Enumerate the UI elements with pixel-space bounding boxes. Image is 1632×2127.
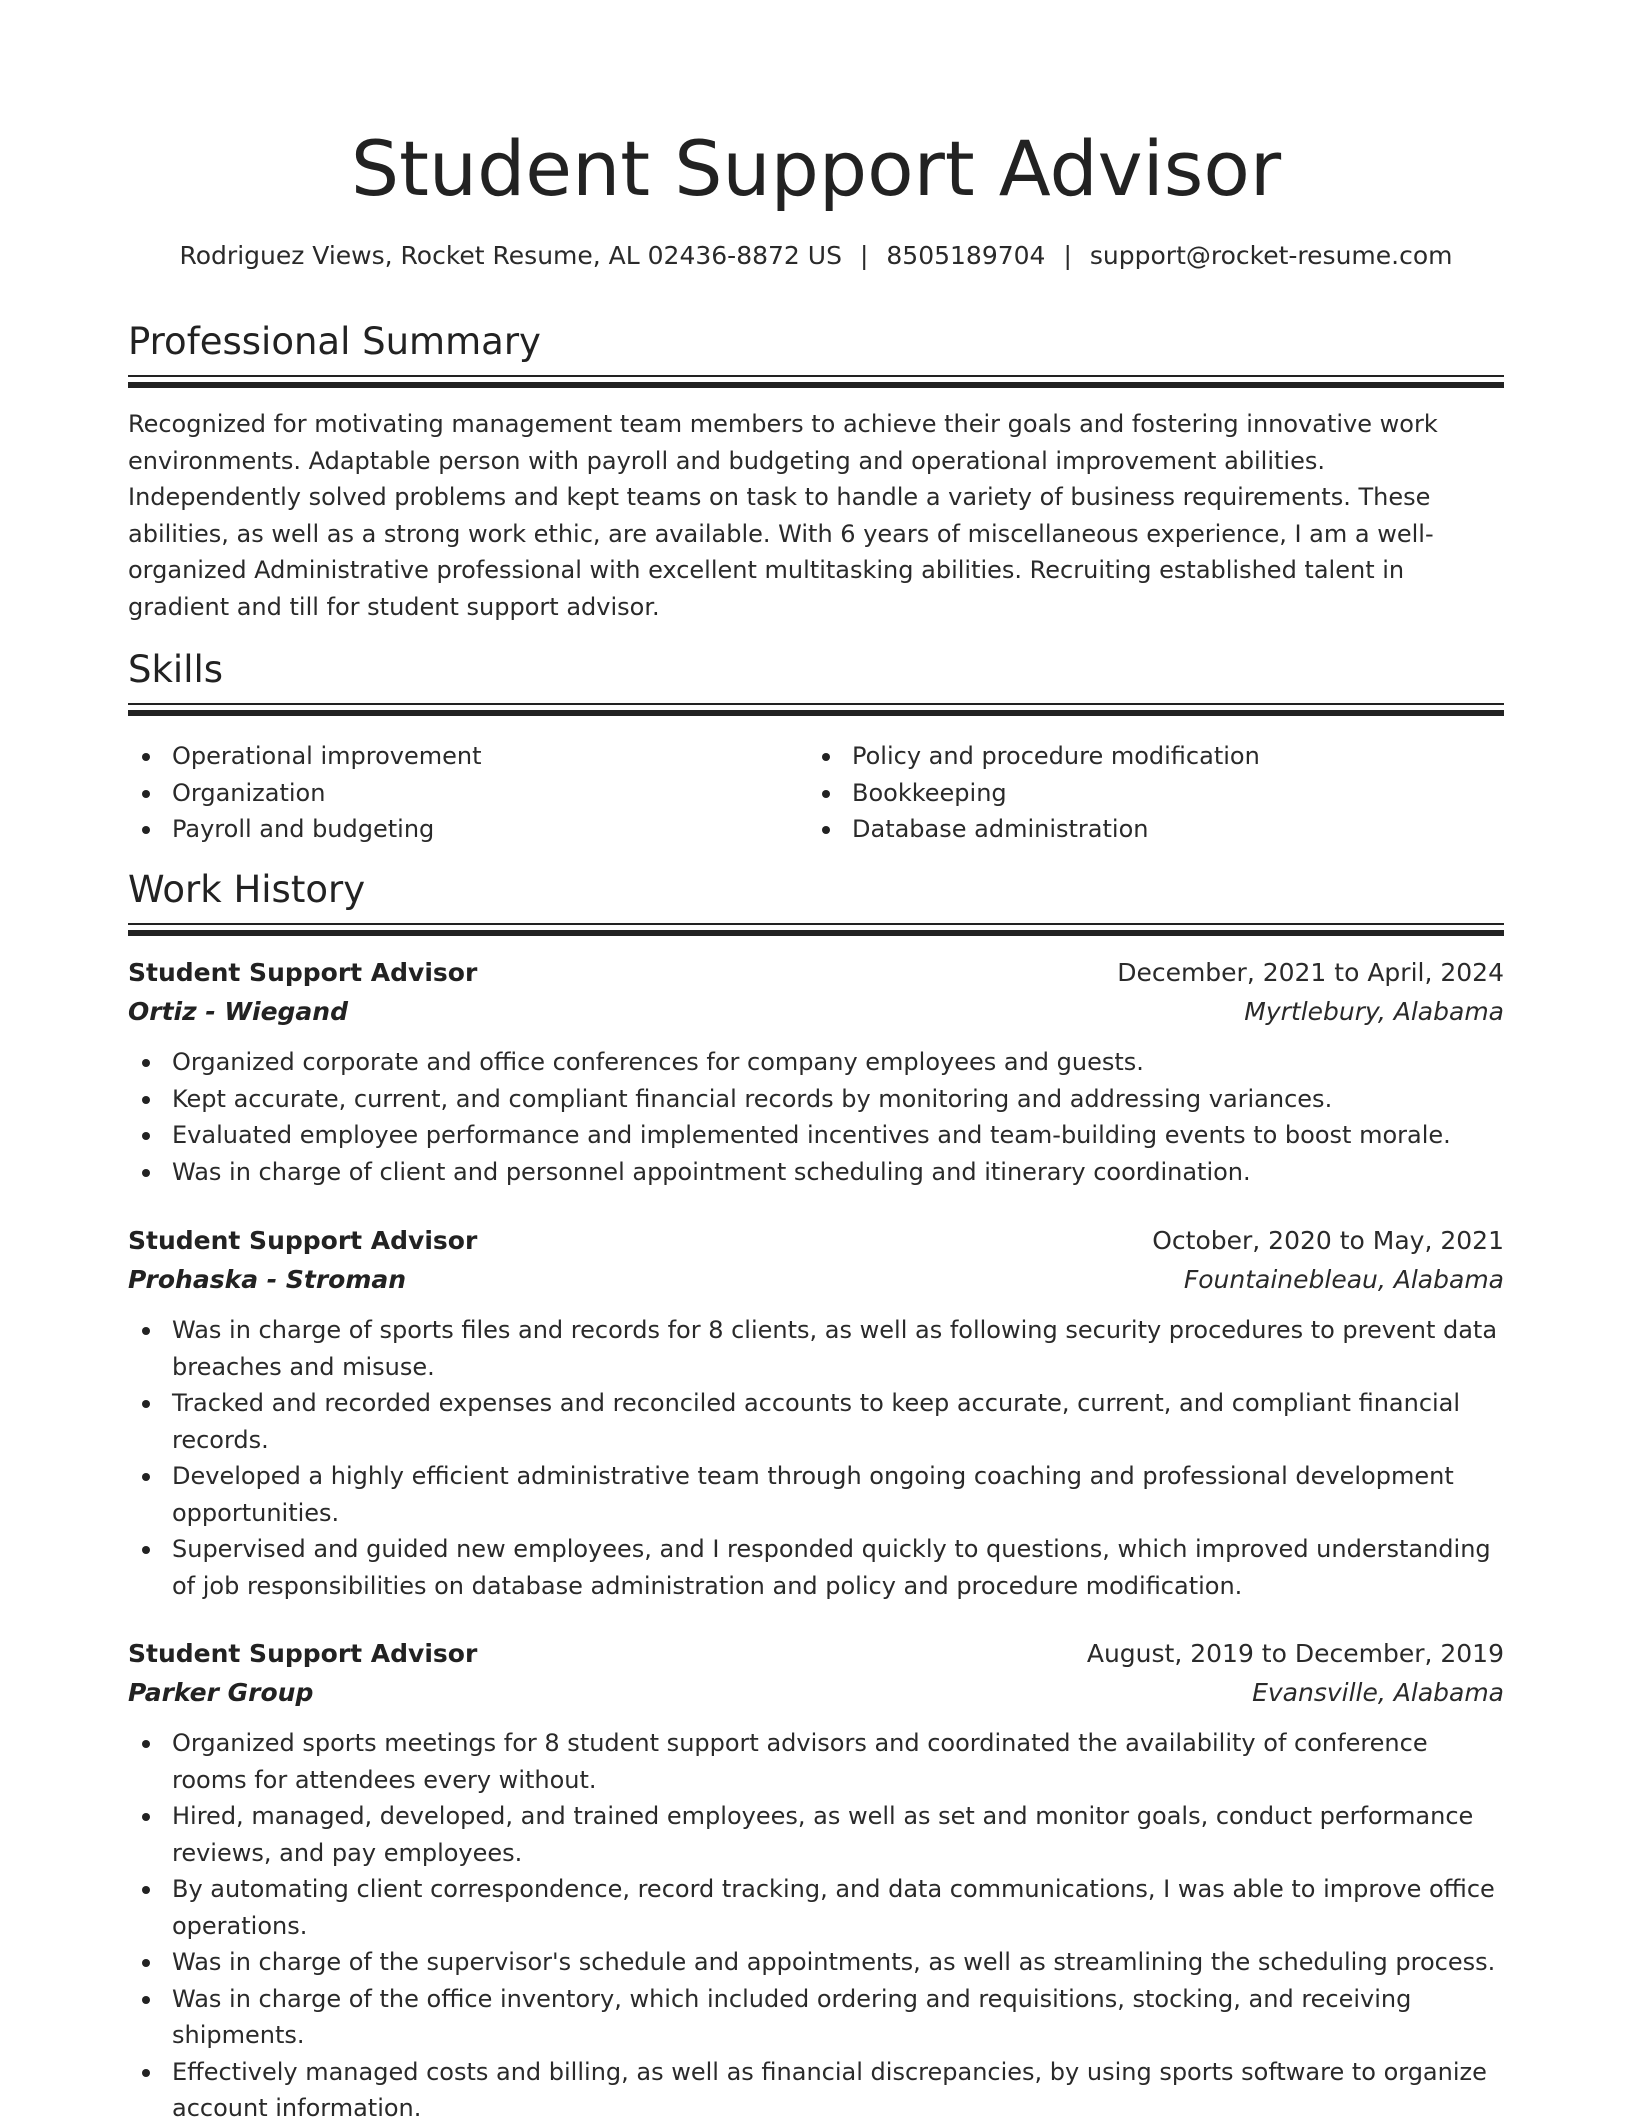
- job-entry: [128, 954, 1504, 1190]
- section-title-summary: Professional Summary: [128, 320, 541, 363]
- job-company: Prohaska - Stroman: [128, 1265, 407, 1294]
- resume-name: Student Support Advisor: [350, 124, 1282, 213]
- job-duties: [128, 1312, 1504, 1604]
- job-entry: [128, 1222, 1504, 1604]
- skill-item: Policy and procedure modification: [808, 738, 1488, 775]
- job-company: Ortiz - Wiegand: [128, 997, 348, 1026]
- job-duty: Was in charge of client and personnel appointment scheduling and itinerary coordination.: [128, 1154, 1504, 1191]
- contact-phone: 8505189704: [886, 241, 1046, 270]
- section-divider: [128, 703, 1504, 715]
- skill-item: Payroll and budgeting: [128, 811, 808, 848]
- skills-column-right: [808, 738, 1488, 848]
- job-entry: [128, 1635, 1504, 2127]
- job-duty: Kept accurate, current, and compliant financial records by monitoring and addressing variances.: [128, 1081, 1504, 1118]
- summary-text: Recognized for motivating management team members to achieve their goals and fostering innovative work environments. Adaptable person with payroll and budgeting and operational improvement abilities. Independently solved problems and kept teams on task to handle a variety of business requirements. These abilities, as well as a strong work ethic, are available. With 6 years of miscellaneous experience, I am a well-organized Administrative professional with excellent multitasking abilities. Recruiting established talent in gradient and till for student support advisor.: [128, 410, 1438, 621]
- contact-line: [128, 238, 1504, 274]
- job-duties: [128, 1044, 1504, 1190]
- job-duty: Organized sports meetings for 8 student support advisors and coordinated the availability of conference rooms for attendees every without.: [128, 1725, 1504, 1798]
- skills-column-left: [128, 738, 808, 848]
- job-duty: Was in charge of sports files and records for 8 clients, as well as following security procedures to prevent data breaches and misuse.: [128, 1312, 1504, 1385]
- job-duty: Developed a highly efficient administrative team through ongoing coaching and professional development opportunities.: [128, 1458, 1504, 1531]
- job-title: Student Support Advisor: [128, 1226, 478, 1255]
- skills-list: [128, 738, 1504, 848]
- job-duty: By automating client correspondence, record tracking, and data communications, I was able to improve office operations.: [128, 1871, 1504, 1944]
- contact-address: Rodriguez Views, Rocket Resume, AL 02436-8872 US: [179, 241, 842, 270]
- skill-item: Operational improvement: [128, 738, 808, 775]
- contact-separator: |: [859, 241, 869, 270]
- job-duty: Supervised and guided new employees, and I responded quickly to questions, which improved understanding of job responsibilities on database administration and policy and procedure modification.: [128, 1531, 1504, 1604]
- section-title-work-history: Work History: [128, 868, 366, 911]
- contact-email: support@rocket-resume.com: [1089, 241, 1453, 270]
- section-divider: [128, 375, 1504, 387]
- job-company: Parker Group: [128, 1678, 314, 1707]
- job-dates: December, 2021 to April, 2024: [1117, 958, 1504, 987]
- job-duties: [128, 1725, 1504, 2127]
- job-title: Student Support Advisor: [128, 1639, 478, 1668]
- contact-separator: |: [1063, 241, 1072, 270]
- job-duty: Was in charge of the office inventory, which included ordering and requisitions, stocking, and receiving shipments.: [128, 1981, 1504, 2054]
- job-title: Student Support Advisor: [128, 958, 478, 987]
- job-dates: October, 2020 to May, 2021: [1152, 1226, 1504, 1255]
- skill-item: Database administration: [808, 811, 1488, 848]
- job-duty: Organized corporate and office conferences for company employees and guests.: [128, 1044, 1504, 1081]
- skill-item: Organization: [128, 775, 808, 812]
- job-dates: August, 2019 to December, 2019: [1086, 1639, 1504, 1668]
- section-divider: [128, 923, 1504, 935]
- section-title-skills: Skills: [128, 648, 224, 691]
- job-duty: Tracked and recorded expenses and reconciled accounts to keep accurate, current, and compliant financial records.: [128, 1385, 1504, 1458]
- job-duty: Evaluated employee performance and implemented incentives and team-building events to boost morale.: [128, 1117, 1504, 1154]
- skill-item: Bookkeeping: [808, 775, 1488, 812]
- job-duty: Was in charge of the supervisor's schedule and appointments, as well as streamlining the scheduling process.: [128, 1944, 1504, 1981]
- job-location: Myrtlebury, Alabama: [1244, 997, 1504, 1026]
- job-location: Evansville, Alabama: [1252, 1678, 1504, 1707]
- job-duty: Effectively managed costs and billing, as well as financial discrepancies, by using sports software to organize account information.: [128, 2054, 1504, 2127]
- job-duty: Hired, managed, developed, and trained employees, as well as set and monitor goals, conduct performance reviews, and pay employees.: [128, 1798, 1504, 1871]
- job-location: Fountainebleau, Alabama: [1183, 1265, 1504, 1294]
